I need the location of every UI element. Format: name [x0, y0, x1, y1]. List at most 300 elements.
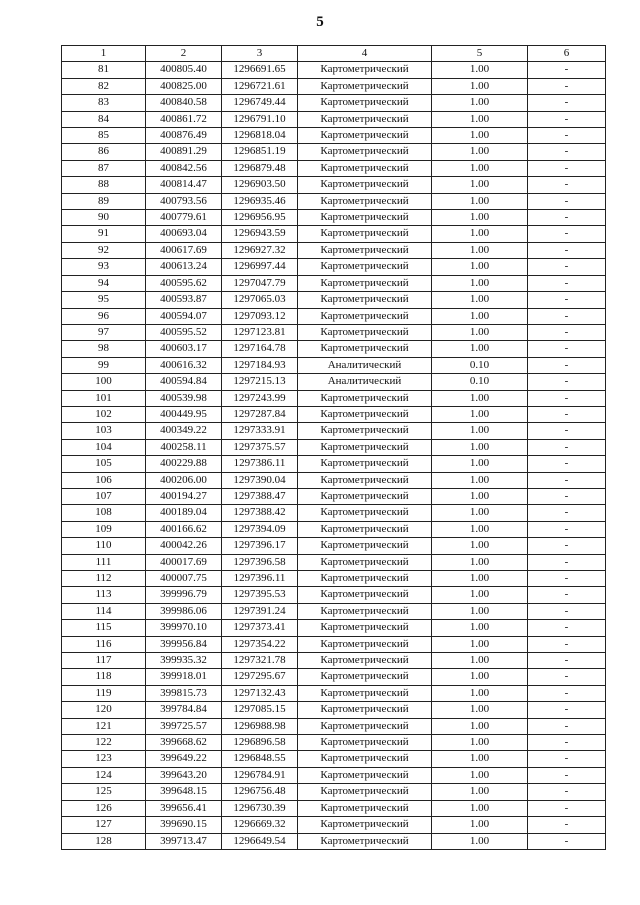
x-coordinate-cell: 399815.73 [146, 685, 222, 701]
note-cell: - [528, 800, 606, 816]
method-cell: Картометрический [298, 210, 432, 226]
y-coordinate-cell: 1296903.50 [222, 177, 298, 193]
table-row [62, 817, 606, 833]
y-coordinate-cell: 1297243.99 [222, 390, 298, 406]
accuracy-cell: 1.00 [432, 505, 528, 521]
x-coordinate-cell: 400594.84 [146, 374, 222, 390]
y-coordinate-cell: 1296997.44 [222, 259, 298, 275]
point-number-cell: 125 [62, 784, 146, 800]
point-number-cell: 117 [62, 653, 146, 669]
note-cell: - [528, 767, 606, 783]
point-number-cell: 121 [62, 718, 146, 734]
x-coordinate-cell: 400194.27 [146, 488, 222, 504]
table-body [62, 46, 606, 850]
y-coordinate-cell: 1296896.58 [222, 735, 298, 751]
table-row [62, 554, 606, 570]
note-cell: - [528, 357, 606, 373]
x-coordinate-cell: 400258.11 [146, 439, 222, 455]
note-cell: - [528, 128, 606, 144]
point-number-cell: 99 [62, 357, 146, 373]
note-cell: - [528, 685, 606, 701]
y-coordinate-cell: 1296927.32 [222, 242, 298, 258]
y-coordinate-cell: 1297394.09 [222, 521, 298, 537]
note-cell: - [528, 456, 606, 472]
accuracy-cell: 1.00 [432, 587, 528, 603]
x-coordinate-cell: 400349.22 [146, 423, 222, 439]
point-number-cell: 111 [62, 554, 146, 570]
method-cell: Картометрический [298, 603, 432, 619]
method-cell: Картометрический [298, 538, 432, 554]
note-cell: - [528, 472, 606, 488]
accuracy-cell: 1.00 [432, 800, 528, 816]
y-coordinate-cell: 1297184.93 [222, 357, 298, 373]
method-cell: Аналитический [298, 374, 432, 390]
point-number-cell: 116 [62, 636, 146, 652]
note-cell: - [528, 817, 606, 833]
point-number-cell: 113 [62, 587, 146, 603]
table-row [62, 78, 606, 94]
note-cell: - [528, 177, 606, 193]
method-cell: Картометрический [298, 144, 432, 160]
x-coordinate-cell: 399649.22 [146, 751, 222, 767]
accuracy-cell: 1.00 [432, 554, 528, 570]
point-number-cell: 122 [62, 735, 146, 751]
method-cell: Картометрический [298, 817, 432, 833]
point-number-cell: 88 [62, 177, 146, 193]
accuracy-cell: 1.00 [432, 538, 528, 554]
point-number-cell: 81 [62, 62, 146, 78]
x-coordinate-cell: 400594.07 [146, 308, 222, 324]
method-cell: Картометрический [298, 292, 432, 308]
point-number-cell: 91 [62, 226, 146, 242]
accuracy-cell: 1.00 [432, 193, 528, 209]
accuracy-cell: 1.00 [432, 718, 528, 734]
method-cell: Картометрический [298, 390, 432, 406]
x-coordinate-cell: 399648.15 [146, 784, 222, 800]
table-row [62, 571, 606, 587]
table-row [62, 505, 606, 521]
accuracy-cell: 1.00 [432, 78, 528, 94]
y-coordinate-cell: 1296721.61 [222, 78, 298, 94]
point-number-cell: 115 [62, 620, 146, 636]
point-number-cell: 124 [62, 767, 146, 783]
note-cell: - [528, 292, 606, 308]
x-coordinate-cell: 399986.06 [146, 603, 222, 619]
note-cell: - [528, 521, 606, 537]
point-number-cell: 110 [62, 538, 146, 554]
accuracy-cell: 1.00 [432, 324, 528, 340]
accuracy-cell: 1.00 [432, 817, 528, 833]
point-number-cell: 85 [62, 128, 146, 144]
method-cell: Картометрический [298, 521, 432, 537]
method-cell: Картометрический [298, 800, 432, 816]
note-cell: - [528, 669, 606, 685]
method-cell: Картометрический [298, 308, 432, 324]
table-row [62, 636, 606, 652]
y-coordinate-cell: 1297391.24 [222, 603, 298, 619]
x-coordinate-cell: 400861.72 [146, 111, 222, 127]
table-row [62, 685, 606, 701]
note-cell: - [528, 259, 606, 275]
table-row [62, 653, 606, 669]
point-number-cell: 114 [62, 603, 146, 619]
accuracy-cell: 1.00 [432, 636, 528, 652]
y-coordinate-cell: 1297396.11 [222, 571, 298, 587]
accuracy-cell: 1.00 [432, 292, 528, 308]
accuracy-cell: 1.00 [432, 423, 528, 439]
table-row [62, 603, 606, 619]
table-row [62, 374, 606, 390]
x-coordinate-cell: 399656.41 [146, 800, 222, 816]
y-coordinate-cell: 1297295.67 [222, 669, 298, 685]
point-number-cell: 112 [62, 571, 146, 587]
note-cell: - [528, 324, 606, 340]
y-coordinate-cell: 1297373.41 [222, 620, 298, 636]
table-row [62, 439, 606, 455]
coordinates-table [61, 45, 606, 850]
y-coordinate-cell: 1297395.53 [222, 587, 298, 603]
x-coordinate-cell: 399713.47 [146, 833, 222, 849]
x-coordinate-cell: 399668.62 [146, 735, 222, 751]
accuracy-cell: 1.00 [432, 488, 528, 504]
accuracy-cell: 1.00 [432, 259, 528, 275]
x-coordinate-cell: 400603.17 [146, 341, 222, 357]
table-row [62, 488, 606, 504]
method-cell: Картометрический [298, 702, 432, 718]
x-coordinate-cell: 400805.40 [146, 62, 222, 78]
column-header: 4 [298, 46, 432, 62]
table-row [62, 800, 606, 816]
x-coordinate-cell: 400842.56 [146, 160, 222, 176]
x-coordinate-cell: 400891.29 [146, 144, 222, 160]
table-row [62, 324, 606, 340]
method-cell: Картометрический [298, 341, 432, 357]
column-header: 1 [62, 46, 146, 62]
method-cell: Картометрический [298, 784, 432, 800]
note-cell: - [528, 653, 606, 669]
point-number-cell: 108 [62, 505, 146, 521]
y-coordinate-cell: 1296730.39 [222, 800, 298, 816]
method-cell: Картометрический [298, 653, 432, 669]
x-coordinate-cell: 400814.47 [146, 177, 222, 193]
table-row [62, 160, 606, 176]
page-number: 5 [316, 14, 324, 30]
x-coordinate-cell: 399970.10 [146, 620, 222, 636]
x-coordinate-cell: 400593.87 [146, 292, 222, 308]
accuracy-cell: 1.00 [432, 144, 528, 160]
method-cell: Картометрический [298, 751, 432, 767]
point-number-cell: 106 [62, 472, 146, 488]
method-cell: Картометрический [298, 193, 432, 209]
y-coordinate-cell: 1297132.43 [222, 685, 298, 701]
point-number-cell: 123 [62, 751, 146, 767]
x-coordinate-cell: 400017.69 [146, 554, 222, 570]
y-coordinate-cell: 1297375.57 [222, 439, 298, 455]
method-cell: Картометрический [298, 669, 432, 685]
note-cell: - [528, 160, 606, 176]
column-header: 2 [146, 46, 222, 62]
accuracy-cell: 1.00 [432, 128, 528, 144]
point-number-cell: 89 [62, 193, 146, 209]
x-coordinate-cell: 400189.04 [146, 505, 222, 521]
table-row [62, 308, 606, 324]
method-cell: Картометрический [298, 735, 432, 751]
table-row [62, 620, 606, 636]
accuracy-cell: 1.00 [432, 390, 528, 406]
note-cell: - [528, 538, 606, 554]
note-cell: - [528, 718, 606, 734]
accuracy-cell: 1.00 [432, 571, 528, 587]
y-coordinate-cell: 1297287.84 [222, 406, 298, 422]
method-cell: Картометрический [298, 472, 432, 488]
table-row [62, 833, 606, 849]
method-cell: Картометрический [298, 488, 432, 504]
point-number-cell: 95 [62, 292, 146, 308]
method-cell: Картометрический [298, 439, 432, 455]
x-coordinate-cell: 400042.26 [146, 538, 222, 554]
note-cell: - [528, 505, 606, 521]
y-coordinate-cell: 1297396.17 [222, 538, 298, 554]
x-coordinate-cell: 399996.79 [146, 587, 222, 603]
x-coordinate-cell: 400539.98 [146, 390, 222, 406]
point-number-cell: 90 [62, 210, 146, 226]
y-coordinate-cell: 1296851.19 [222, 144, 298, 160]
table-row [62, 259, 606, 275]
point-number-cell: 126 [62, 800, 146, 816]
accuracy-cell: 1.00 [432, 226, 528, 242]
point-number-cell: 104 [62, 439, 146, 455]
table-header-row [62, 46, 606, 62]
y-coordinate-cell: 1296879.48 [222, 160, 298, 176]
point-number-cell: 94 [62, 275, 146, 291]
table-row [62, 292, 606, 308]
x-coordinate-cell: 400595.62 [146, 275, 222, 291]
note-cell: - [528, 390, 606, 406]
x-coordinate-cell: 400007.75 [146, 571, 222, 587]
table-row [62, 62, 606, 78]
note-cell: - [528, 193, 606, 209]
note-cell: - [528, 374, 606, 390]
method-cell: Картометрический [298, 406, 432, 422]
point-number-cell: 102 [62, 406, 146, 422]
table-row [62, 210, 606, 226]
accuracy-cell: 1.00 [432, 702, 528, 718]
y-coordinate-cell: 1296749.44 [222, 95, 298, 111]
y-coordinate-cell: 1296784.91 [222, 767, 298, 783]
x-coordinate-cell: 399725.57 [146, 718, 222, 734]
x-coordinate-cell: 400595.52 [146, 324, 222, 340]
x-coordinate-cell: 399935.32 [146, 653, 222, 669]
point-number-cell: 107 [62, 488, 146, 504]
table-row [62, 587, 606, 603]
point-number-cell: 109 [62, 521, 146, 537]
y-coordinate-cell: 1297333.91 [222, 423, 298, 439]
y-coordinate-cell: 1296791.10 [222, 111, 298, 127]
accuracy-cell: 1.00 [432, 210, 528, 226]
note-cell: - [528, 62, 606, 78]
table-row [62, 767, 606, 783]
note-cell: - [528, 242, 606, 258]
table-row [62, 275, 606, 291]
point-number-cell: 127 [62, 817, 146, 833]
y-coordinate-cell: 1297354.22 [222, 636, 298, 652]
method-cell: Картометрический [298, 767, 432, 783]
column-header: 6 [528, 46, 606, 62]
note-cell: - [528, 423, 606, 439]
note-cell: - [528, 603, 606, 619]
x-coordinate-cell: 400876.49 [146, 128, 222, 144]
accuracy-cell: 1.00 [432, 62, 528, 78]
table-row [62, 784, 606, 800]
x-coordinate-cell: 399956.84 [146, 636, 222, 652]
method-cell: Картометрический [298, 62, 432, 78]
method-cell: Картометрический [298, 833, 432, 849]
y-coordinate-cell: 1297396.58 [222, 554, 298, 570]
method-cell: Картометрический [298, 242, 432, 258]
y-coordinate-cell: 1297123.81 [222, 324, 298, 340]
accuracy-cell: 1.00 [432, 685, 528, 701]
method-cell: Картометрический [298, 505, 432, 521]
point-number-cell: 82 [62, 78, 146, 94]
note-cell: - [528, 702, 606, 718]
accuracy-cell: 1.00 [432, 242, 528, 258]
point-number-cell: 92 [62, 242, 146, 258]
y-coordinate-cell: 1297321.78 [222, 653, 298, 669]
note-cell: - [528, 341, 606, 357]
y-coordinate-cell: 1296649.54 [222, 833, 298, 849]
table-row [62, 669, 606, 685]
note-cell: - [528, 95, 606, 111]
table-row [62, 406, 606, 422]
y-coordinate-cell: 1296956.95 [222, 210, 298, 226]
method-cell: Картометрический [298, 423, 432, 439]
accuracy-cell: 1.00 [432, 653, 528, 669]
accuracy-cell: 1.00 [432, 341, 528, 357]
x-coordinate-cell: 400449.95 [146, 406, 222, 422]
x-coordinate-cell: 400613.24 [146, 259, 222, 275]
accuracy-cell: 1.00 [432, 767, 528, 783]
table-row [62, 95, 606, 111]
method-cell: Картометрический [298, 685, 432, 701]
accuracy-cell: 1.00 [432, 275, 528, 291]
accuracy-cell: 1.00 [432, 160, 528, 176]
method-cell: Картометрический [298, 177, 432, 193]
table-row [62, 144, 606, 160]
accuracy-cell: 1.00 [432, 308, 528, 324]
x-coordinate-cell: 400166.62 [146, 521, 222, 537]
table-row [62, 390, 606, 406]
y-coordinate-cell: 1297065.03 [222, 292, 298, 308]
accuracy-cell: 1.00 [432, 620, 528, 636]
y-coordinate-cell: 1297386.11 [222, 456, 298, 472]
note-cell: - [528, 587, 606, 603]
table-row [62, 226, 606, 242]
x-coordinate-cell: 400779.61 [146, 210, 222, 226]
accuracy-cell: 1.00 [432, 521, 528, 537]
method-cell: Картометрический [298, 620, 432, 636]
y-coordinate-cell: 1296988.98 [222, 718, 298, 734]
y-coordinate-cell: 1296691.65 [222, 62, 298, 78]
note-cell: - [528, 636, 606, 652]
table-row [62, 702, 606, 718]
y-coordinate-cell: 1297093.12 [222, 308, 298, 324]
x-coordinate-cell: 400793.56 [146, 193, 222, 209]
note-cell: - [528, 751, 606, 767]
accuracy-cell: 0.10 [432, 357, 528, 373]
method-cell: Аналитический [298, 357, 432, 373]
table-row [62, 472, 606, 488]
y-coordinate-cell: 1297390.04 [222, 472, 298, 488]
table-row [62, 751, 606, 767]
accuracy-cell: 1.00 [432, 735, 528, 751]
point-number-cell: 87 [62, 160, 146, 176]
table-row [62, 423, 606, 439]
point-number-cell: 118 [62, 669, 146, 685]
point-number-cell: 100 [62, 374, 146, 390]
note-cell: - [528, 78, 606, 94]
point-number-cell: 93 [62, 259, 146, 275]
x-coordinate-cell: 400229.88 [146, 456, 222, 472]
accuracy-cell: 1.00 [432, 472, 528, 488]
point-number-cell: 83 [62, 95, 146, 111]
table-row [62, 242, 606, 258]
note-cell: - [528, 144, 606, 160]
method-cell: Картометрический [298, 636, 432, 652]
table-row [62, 357, 606, 373]
method-cell: Картометрический [298, 95, 432, 111]
accuracy-cell: 1.00 [432, 784, 528, 800]
accuracy-cell: 1.00 [432, 439, 528, 455]
y-coordinate-cell: 1296756.48 [222, 784, 298, 800]
x-coordinate-cell: 399918.01 [146, 669, 222, 685]
method-cell: Картометрический [298, 111, 432, 127]
accuracy-cell: 0.10 [432, 374, 528, 390]
y-coordinate-cell: 1296669.32 [222, 817, 298, 833]
accuracy-cell: 1.00 [432, 833, 528, 849]
column-header: 5 [432, 46, 528, 62]
note-cell: - [528, 226, 606, 242]
method-cell: Картометрический [298, 571, 432, 587]
note-cell: - [528, 571, 606, 587]
table-row [62, 193, 606, 209]
method-cell: Картометрический [298, 226, 432, 242]
y-coordinate-cell: 1296848.55 [222, 751, 298, 767]
accuracy-cell: 1.00 [432, 111, 528, 127]
accuracy-cell: 1.00 [432, 95, 528, 111]
point-number-cell: 101 [62, 390, 146, 406]
method-cell: Картометрический [298, 275, 432, 291]
y-coordinate-cell: 1296818.04 [222, 128, 298, 144]
x-coordinate-cell: 399784.84 [146, 702, 222, 718]
y-coordinate-cell: 1296943.59 [222, 226, 298, 242]
note-cell: - [528, 111, 606, 127]
method-cell: Картометрический [298, 128, 432, 144]
note-cell: - [528, 406, 606, 422]
method-cell: Картометрический [298, 456, 432, 472]
x-coordinate-cell: 400825.00 [146, 78, 222, 94]
y-coordinate-cell: 1297388.42 [222, 505, 298, 521]
table-row [62, 718, 606, 734]
y-coordinate-cell: 1297085.15 [222, 702, 298, 718]
accuracy-cell: 1.00 [432, 456, 528, 472]
point-number-cell: 103 [62, 423, 146, 439]
y-coordinate-cell: 1297047.79 [222, 275, 298, 291]
x-coordinate-cell: 400617.69 [146, 242, 222, 258]
point-number-cell: 97 [62, 324, 146, 340]
note-cell: - [528, 439, 606, 455]
accuracy-cell: 1.00 [432, 669, 528, 685]
table-row [62, 177, 606, 193]
